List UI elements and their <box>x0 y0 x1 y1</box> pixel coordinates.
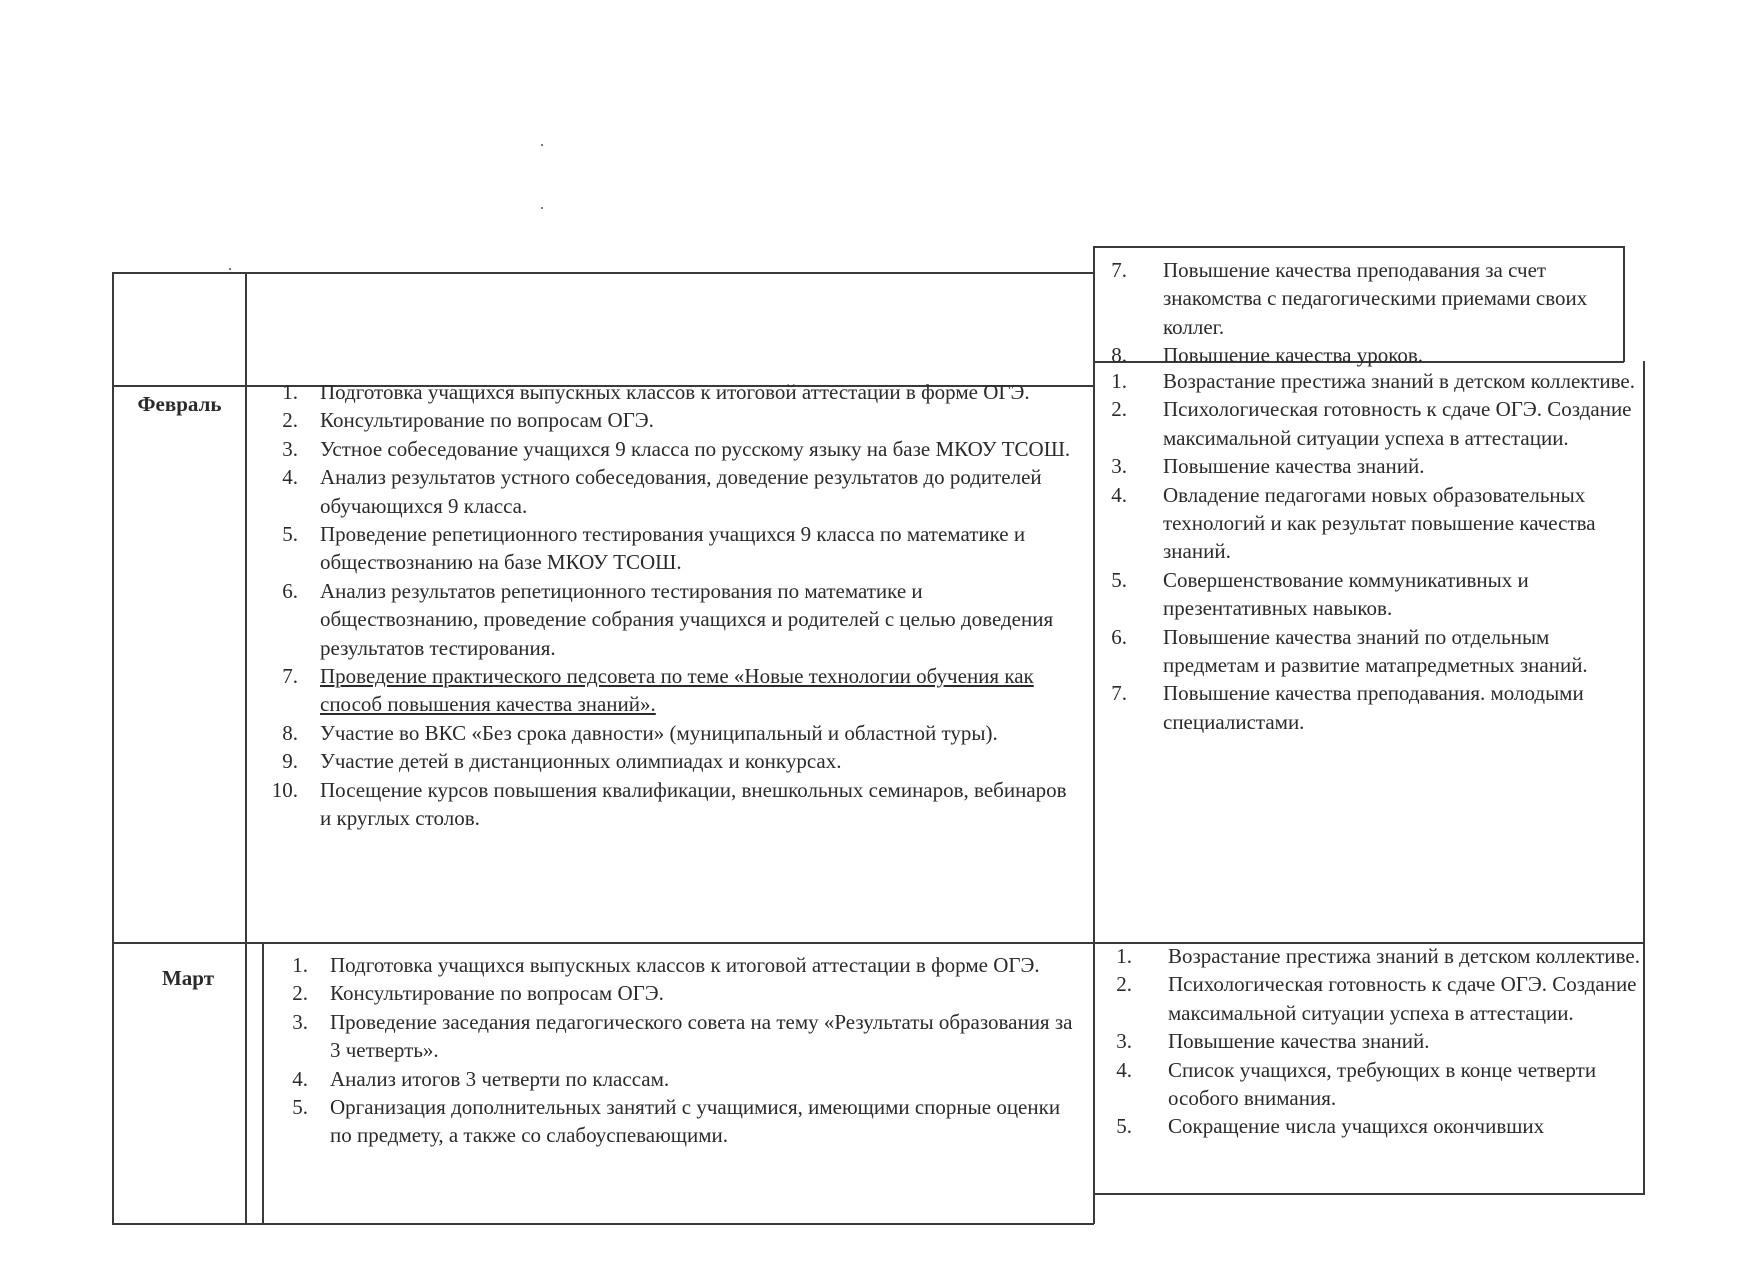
list-item: 8. Участие во ВКС «Без срока давности» (муниципальный и областной туры). <box>282 720 998 745</box>
list-item: 3. Повышение качества знаний. <box>1116 1029 1430 1054</box>
list-item: 6. Повышение качества знаний по отдельным предметам и развитие матапредметных знаний. <box>1111 624 1588 678</box>
top-row-results-list <box>1097 256 1642 370</box>
list-item: 8. Повышение качества уроков. <box>1111 343 1424 368</box>
list-item: 2. Консультирование по вопросам ОГЭ. <box>292 981 664 1006</box>
list-item: 9. Участие детей в дистанционных олимпиадах и конкурсах. <box>282 749 842 774</box>
list-item: 1. Возрастание престижа знаний в детском коллективе. <box>1111 369 1636 393</box>
february-results-list <box>1097 367 1642 736</box>
list-item: 4. Анализ итогов 3 четверти по классам. <box>292 1066 670 1091</box>
scan-speck <box>541 144 543 146</box>
list-item: 7. Проведение практического педсовета по теме «Новые технологии обучения как способ повышения качества знаний». <box>282 664 1034 717</box>
month-february: Февраль <box>137 392 222 416</box>
list-item: 7. Повышение качества преподавания за счет знакомства с педагогическими приемами своих коллег. <box>1111 258 1588 339</box>
scan-speck <box>541 207 543 209</box>
list-item: 10. Посещение курсов повышения квалификации, внешкольных семинаров, вебинаров и круглых столов. <box>271 777 1067 831</box>
list-item: 4. Овладение педагогами новых образовательных технологий и как результат повышение качества знаний. <box>1111 482 1596 564</box>
list-item: 2. Консультирование по вопросам ОГЭ. <box>282 408 654 433</box>
list-item: 2. Психологическая готовность к сдаче ОГЭ. Создание максимальной ситуации успеха в аттестации. <box>1111 397 1632 450</box>
list-item: 1. Подготовка учащихся выпускных классов к итоговой аттестации в форме ОГЭ. <box>292 953 1040 977</box>
list-item: 3. Повышение качества знаний. <box>1111 454 1425 479</box>
list-item: 1. Возрастание престижа знаний в детском коллективе. <box>1116 944 1641 968</box>
list-item: 3. Проведение заседания педагогического совета на тему «Результаты образования за 3 четверть». <box>292 1009 1073 1063</box>
scan-speck <box>229 268 231 270</box>
list-item: 5. Проведение репетиционного тестирования учащихся 9 класса по математике и обществознанию на базе МКОУ ТСОШ. <box>282 522 1026 575</box>
list-item: 5. Сокращение числа учащихся окончивших <box>1116 1114 1545 1139</box>
list-item: 7. Повышение качества преподавания. молодыми специалистами. <box>1111 681 1584 734</box>
march-activities-list <box>272 951 1082 1150</box>
list-item: 1. Подготовка учащихся выпускных классов к итоговой аттестации в форме ОГЭ. <box>282 380 1030 404</box>
list-item: 5. Организация дополнительных занятий с учащимися, имеющими спорные оценки по предмету, а также со слабоуспевающими. <box>292 1095 1061 1148</box>
month-march: Март <box>161 966 215 990</box>
february-activities-list <box>262 378 1077 833</box>
list-item: 2. Психологическая готовность к сдаче ОГЭ. Создание максимальной ситуации успеха в аттестации. <box>1116 972 1637 1025</box>
list-item: 4. Анализ результатов устного собеседования, доведение результатов до родителей обучающихся 9 класса. <box>282 465 1042 518</box>
list-item: 3. Устное собеседование учащихся 9 класса по русскому языку на базе МКОУ ТСОШ. <box>282 436 1071 461</box>
march-results-list <box>1102 942 1642 1141</box>
list-item: 5. Совершенствование коммуникативных и презентативных навыков. <box>1111 567 1529 621</box>
list-item: 4. Список учащихся, требующих в конце четверти особого внимания. <box>1116 1057 1597 1111</box>
list-item: 6. Анализ результатов репетиционного тестирования по математике и обществознанию, проведение собрания учащихся и родителей с целью доведения результатов тестирования. <box>282 578 1054 660</box>
